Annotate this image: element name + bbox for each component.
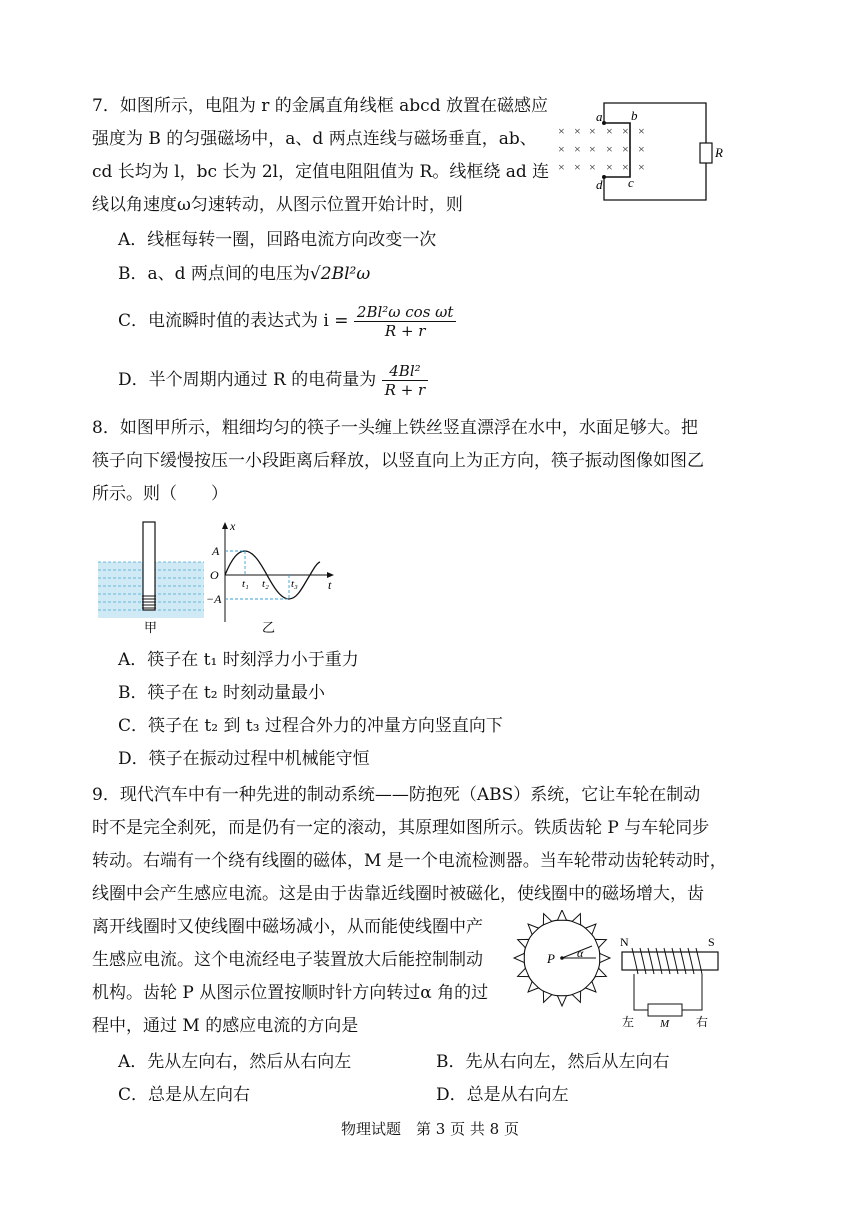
- gear-label-p: P: [547, 951, 555, 966]
- q7-figure: [552, 95, 742, 205]
- field-cross: ×: [606, 124, 613, 138]
- q7-option-d-text: D．半个周期内通过 R 的电荷量为: [118, 370, 377, 390]
- q9-line-6: 生感应电流。这个电流经电子装置放大后能控制制动: [92, 950, 483, 970]
- q7-label-a: a: [596, 109, 603, 124]
- q7-label-d: d: [596, 177, 603, 192]
- q7-option-d-denominator: R + r: [384, 381, 426, 399]
- label-north: N: [620, 935, 629, 949]
- gear-center: [560, 956, 564, 960]
- q7-option-c: [118, 303, 456, 340]
- q9-line-5: 离开线圈时又使线圈中磁场减小，从而能使线圈中产: [92, 917, 483, 937]
- field-cross: ×: [638, 160, 645, 174]
- q9-option-b: B．先从右向左，然后从左向右: [436, 1052, 670, 1072]
- field-cross: ×: [638, 142, 645, 156]
- field-cross: ×: [589, 124, 596, 138]
- tick-label-t3: t₃: [291, 578, 298, 590]
- field-cross: ×: [622, 124, 629, 138]
- q9-figure: [500, 910, 730, 1030]
- q7-option-d: [118, 362, 428, 399]
- origin-label: O: [210, 568, 219, 582]
- current-detector-m: [648, 1004, 682, 1016]
- q7-line-2: 强度为 B 的匀强磁场中，a、d 两点连线与磁场垂直，ab、: [92, 129, 537, 149]
- q7-option-d-fraction: [382, 362, 429, 399]
- y-arrow: [222, 522, 228, 529]
- label-left: 左: [622, 1015, 635, 1029]
- figure-caption-yi: 乙: [262, 620, 276, 635]
- detector-wire-left: [634, 974, 648, 1010]
- angle-label: α: [577, 946, 584, 960]
- detector-wire-right: [682, 974, 702, 1010]
- q8-option-b: B．筷子在 t₂ 时刻动量最小: [118, 683, 325, 703]
- field-cross: ×: [606, 142, 613, 156]
- q7-line-1: 7．如图所示，电阻为 r 的金属直角线框 abcd 放置在磁感应: [92, 96, 548, 116]
- tick-label-t1: t₁: [242, 578, 249, 590]
- field-cross: ×: [558, 142, 565, 156]
- q7-option-c-numerator: 2Bl²ω cos ωt: [354, 303, 457, 322]
- tick-label-t2: t₂: [262, 578, 269, 590]
- gear-tooth: [600, 953, 610, 962]
- field-cross: ×: [589, 142, 596, 156]
- q7-line-3: cd 长均为 l，bc 长为 2l，定值电阻阻值为 R。线框绕 ad 连: [92, 162, 550, 182]
- q8-line-1: 8．如图甲所示，粗细均匀的筷子一头缠上铁丝竖直漂浮在水中，水面足够大。把: [92, 418, 698, 438]
- page-footer: 物理试题 第 3 页 共 8 页: [341, 1120, 519, 1138]
- q8-option-d: D．筷子在振动过程中机械能守恒: [118, 749, 370, 769]
- q9-option-a: A．先从左向右，然后从右向左: [118, 1052, 352, 1072]
- neg-amplitude-label: −A: [206, 592, 222, 606]
- q9-line-1: 9．现代汽车中有一种先进的制动系统——防抱死（ABS）系统，它让车轮在制动: [92, 785, 701, 805]
- q7-circuit-wire: [604, 103, 706, 200]
- field-cross: ×: [606, 160, 613, 174]
- q9-line-7: 机构。齿轮 P 从图示位置按顺时针方向转过α 角的过: [92, 983, 489, 1003]
- label-south: S: [708, 935, 715, 949]
- label-m: M: [660, 1018, 670, 1030]
- q7-option-c-fraction: [354, 303, 457, 340]
- q8-line-3: 所示。则（ ）: [92, 484, 228, 504]
- q7-option-c-denominator: R + r: [384, 322, 426, 340]
- q7-field-crosses: [558, 124, 645, 174]
- q7-option-b-formula: √2Bl²ω: [309, 264, 371, 284]
- q9-line-8: 程中，通过 M 的感应电流的方向是: [92, 1016, 359, 1036]
- q7-option-b-text: B．a、d 两点间的电压为: [118, 264, 310, 284]
- q7-point-a: [602, 121, 606, 125]
- q7-option-b: [118, 264, 370, 284]
- field-cross: ×: [622, 160, 629, 174]
- axis-label-t: t: [328, 578, 332, 592]
- gear-tooth: [557, 996, 566, 1006]
- q7-resistor: [700, 143, 712, 163]
- q8-figure: [92, 518, 352, 636]
- label-right: 右: [696, 1015, 709, 1029]
- field-cross: ×: [574, 160, 581, 174]
- q7-option-a: A．线框每转一圈，回路电流方向改变一次: [118, 230, 437, 250]
- q9-option-c: C．总是从左向右: [118, 1085, 251, 1105]
- q7-option-d-numerator: 4Bl²: [382, 362, 429, 381]
- q7-label-c: c: [628, 175, 634, 190]
- chopstick: [143, 522, 155, 610]
- q7-option-c-text: C．电流瞬时值的表达式为 i =: [118, 311, 349, 331]
- q8-option-c: C．筷子在 t₂ 到 t₃ 过程合外力的冲量方向竖直向下: [118, 716, 503, 736]
- figure-caption-jia: 甲: [144, 620, 158, 635]
- q9-line-3: 转动。右端有一个绕有线圈的磁体，M 是一个电流检测器。当车轮带动齿轮转动时，: [92, 851, 727, 871]
- axis-label-x: x: [230, 519, 236, 533]
- q9-line-4: 线圈中会产生感应电流。这是由于齿靠近线圈时被磁化，使线圈中的磁场增大，齿: [92, 884, 704, 904]
- q7-line-4: 线以角速度ω匀速转动，从图示位置开始计时，则: [92, 195, 463, 215]
- amplitude-label: A: [212, 544, 220, 558]
- field-cross: ×: [622, 142, 629, 156]
- q7-label-r: R: [715, 145, 723, 160]
- q7-point-d: [602, 175, 606, 179]
- q7-label-b: b: [631, 108, 638, 123]
- gear-tooth: [557, 910, 566, 920]
- field-cross: ×: [574, 142, 581, 156]
- field-cross: ×: [574, 124, 581, 138]
- q9-option-d: D．总是从右向左: [436, 1085, 569, 1105]
- field-cross: ×: [638, 124, 645, 138]
- field-cross: ×: [589, 160, 596, 174]
- q8-option-a: A．筷子在 t₁ 时刻浮力小于重力: [118, 650, 359, 670]
- field-cross: ×: [558, 124, 565, 138]
- q9-line-2: 时不是完全刹死，而是仍有一定的滚动，其原理如图所示。铁质齿轮 P 与车轮同步: [92, 818, 710, 838]
- gear-tooth: [514, 953, 524, 962]
- q8-line-2: 筷子向下缓慢按压一小段距离后释放，以竖直向上为正方向，筷子振动图像如图乙: [92, 451, 704, 471]
- field-cross: ×: [558, 160, 565, 174]
